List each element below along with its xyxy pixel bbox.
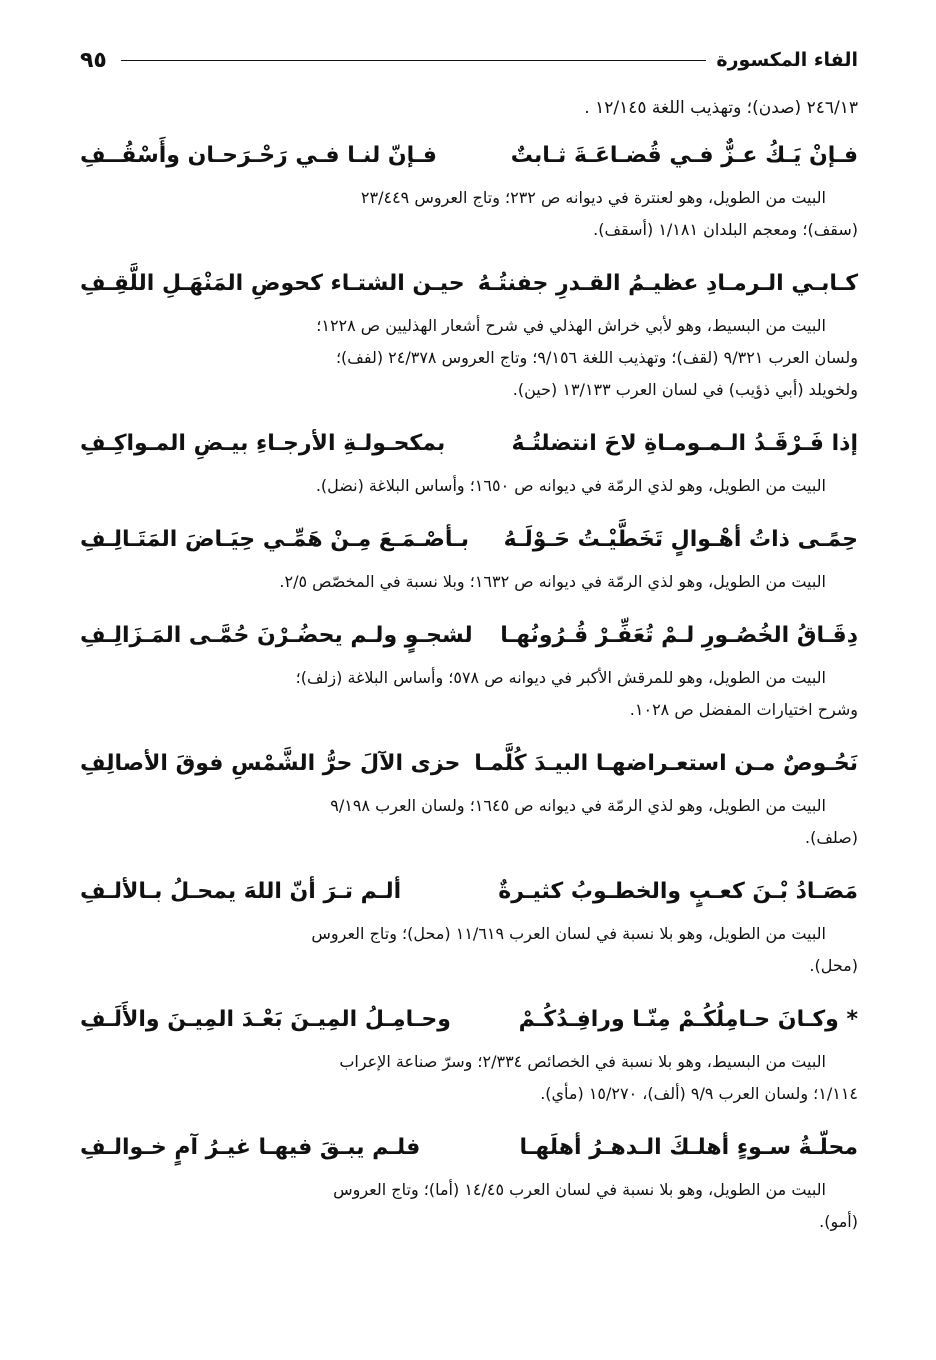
- verse-commentary: [80, 918, 858, 982]
- commentary-line: البيت من الطويل، وهو بلا نسبة في لسان العرب ١٤/٤٥ (أما)؛ وتاج العروس: [333, 1180, 826, 1199]
- first-hemistich: فـإنْ يَـكُ عـزٌّ فـي قُضـاعَـةَ ثـابتٌ: [510, 142, 858, 168]
- verse-line: [80, 736, 858, 790]
- commentary-line: البيت من البسيط، وهو لأبي خراش الهذلي في شرح أشعار الهذليين ص ١٢٢٨؛: [316, 316, 826, 335]
- verse-commentary: [80, 310, 858, 406]
- verse-line: [80, 128, 858, 182]
- verse-line: [80, 512, 858, 566]
- entry-spacer: [80, 502, 858, 512]
- commentary-line: البيت من الطويل، وهو لذي الرمّة في ديوانه ص ١٦٣٢؛ وبلا نسبة في المخصّص ٢/٥.: [279, 572, 826, 591]
- verse-line: [80, 256, 858, 310]
- page-number: ٩٥: [80, 47, 107, 73]
- verse-line: [80, 608, 858, 662]
- verse-line: [80, 416, 858, 470]
- verse-entry: [80, 736, 858, 864]
- verse-line: [80, 864, 858, 918]
- second-hemistich: فلـم يبـقَ فيهـا غيـرُ آمٍ خـوالـفِ: [80, 1134, 421, 1160]
- verse-entry: [80, 128, 858, 256]
- verse-entry: [80, 512, 858, 608]
- verse-list: [80, 128, 858, 1248]
- commentary-line: ولسان العرب ٩/٣٢١ (لقف)؛ وتهذيب اللغة ٩/١٥٦؛ وتاج العروس ٢٤/٣٧٨ (لفف)؛: [335, 348, 858, 367]
- first-hemistich: نَحُـوصٌ مـن استعـراضهـا البيـدَ كُلَّمـا: [474, 750, 858, 776]
- first-hemistich: * وكـانَ حـامِلُكُـمْ مِنّـا ورافِـدُكُـمْ: [518, 1006, 858, 1032]
- second-hemistich: حيـن الشتـاء كحوضِ المَنْهَـلِ اللَّقِـفِ: [80, 270, 465, 296]
- entry-spacer: [80, 246, 858, 256]
- verse-commentary: [80, 790, 858, 854]
- commentary-line: البيت من الطويل، وهو بلا نسبة في لسان العرب ١١/٦١٩ (محل)؛ وتاج العروس: [311, 924, 826, 943]
- commentary-line: (أمو).: [819, 1212, 858, 1231]
- second-hemistich: فـإنّ لنـا فـي رَحْـرَحـان وأَسْقُــفِ: [80, 142, 437, 168]
- header-rule: [121, 60, 707, 61]
- commentary-line: البيت من الطويل، وهو لعنترة في ديوانه ص ٢٣٢؛ وتاج العروس ٢٣/٤٤٩: [360, 188, 826, 207]
- commentary-line: البيت من البسيط، وهو بلا نسبة في الخصائص ٢/٣٣٤؛ وسرّ صناعة الإعراب: [339, 1052, 826, 1071]
- entry-spacer: [80, 982, 858, 992]
- verse-commentary: [80, 662, 858, 726]
- verse-entry: [80, 864, 858, 992]
- commentary-line: البيت من الطويل، وهو للمرقش الأكبر في ديوانه ص ٥٧٨؛ وأساس البلاغة (زلف)؛: [295, 668, 826, 687]
- verse-entry: [80, 416, 858, 512]
- verse-commentary: [80, 1046, 858, 1110]
- verse-entry: [80, 992, 858, 1120]
- verse-commentary: [80, 1174, 858, 1238]
- first-hemistich: كـابـي الـرمـادِ عظيـمُ القـدرِ جفنتُـهُ: [477, 270, 858, 296]
- commentary-line: (سقف)؛ ومعجم البلدان ١/١٨١ (أسقف).: [593, 220, 858, 239]
- second-hemistich: حزى الآلَ حرُّ الشَّمْسِ فوقَ الأصالِفِ: [80, 750, 461, 776]
- second-hemistich: ألـم تـرَ أنّ اللهَ يمحـلُ بـالألـفِ: [80, 878, 402, 904]
- running-title: الفاء المكسورة: [716, 49, 858, 71]
- verse-entry: [80, 608, 858, 736]
- second-hemistich: لشجـوٍ ولـم يحضُـرْنَ حُمَّـى المَـزَالِـفِ: [80, 622, 473, 648]
- verse-entry: [80, 1120, 858, 1248]
- commentary-line: البيت من الطويل، وهو لذي الرمّة في ديوانه ص ١٦٤٥؛ ولسان العرب ٩/١٩٨: [330, 796, 826, 815]
- first-hemistich: حِمًـى ذاتُ أهْـوالٍ تَخَطَّيْـتُ حَـوْلَـهُ: [503, 526, 858, 552]
- verse-entry: [80, 256, 858, 416]
- entry-spacer: [80, 598, 858, 608]
- second-hemistich: وحـامِـلُ المِيـنَ بَعْـدَ المِيـنَ والأَلَـفِ: [80, 1006, 451, 1032]
- entry-spacer: [80, 1238, 858, 1248]
- continued-footnote: ٢٤٦/١٣ (صدن)؛ وتهذيب اللغة ١٢/١٤٥ .: [584, 98, 858, 118]
- commentary-line: (صلف).: [804, 828, 858, 847]
- verse-commentary: [80, 566, 858, 598]
- second-hemistich: بمكحـولـةِ الأرجـاءِ بيـضِ المـواكِـفِ: [80, 430, 446, 456]
- entry-spacer: [80, 406, 858, 416]
- first-hemistich: محلّـةُ سـوءٍ أهلـكَ الـدهـرُ أهلَهـا: [519, 1134, 858, 1160]
- first-hemistich: دِقَـاقُ الخُصُـورِ لـمْ تُعَفِّـرْ قُـرُونُهـا: [500, 622, 858, 648]
- verse-commentary: [80, 182, 858, 246]
- entry-spacer: [80, 726, 858, 736]
- verse-line: [80, 992, 858, 1046]
- verse-line: [80, 1120, 858, 1174]
- entry-spacer: [80, 854, 858, 864]
- commentary-line: ولخويلد (أبي ذؤيب) في لسان العرب ١٣/١٣٣ (حين).: [512, 380, 858, 399]
- second-hemistich: بـأصْـمَـعَ مِـنْ هَمِّـي حِيَـاضَ المَتَـالِـفِ: [80, 526, 469, 552]
- first-hemistich: إذا فَـرْقَـدُ الـمـومـاةِ لاحَ انتضلتُـهُ: [511, 430, 858, 456]
- entry-spacer: [80, 1110, 858, 1120]
- commentary-line: وشرح اختيارات المفضل ص ١٠٢٨.: [629, 700, 858, 719]
- verse-commentary: [80, 470, 858, 502]
- commentary-line: (محل).: [809, 956, 858, 975]
- page-header: [80, 40, 858, 80]
- commentary-line: ١/١١٤؛ ولسان العرب ٩/٩ (ألف)، ١٥/٢٧٠ (مأي).: [540, 1084, 858, 1103]
- commentary-line: البيت من الطويل، وهو لذي الرمّة في ديوانه ص ١٦٥٠؛ وأساس البلاغة (نضل).: [315, 476, 826, 495]
- first-hemistich: مَصَـادُ بْـنَ كعـبٍ والخطـوبُ كثيـرةٌ: [498, 878, 858, 904]
